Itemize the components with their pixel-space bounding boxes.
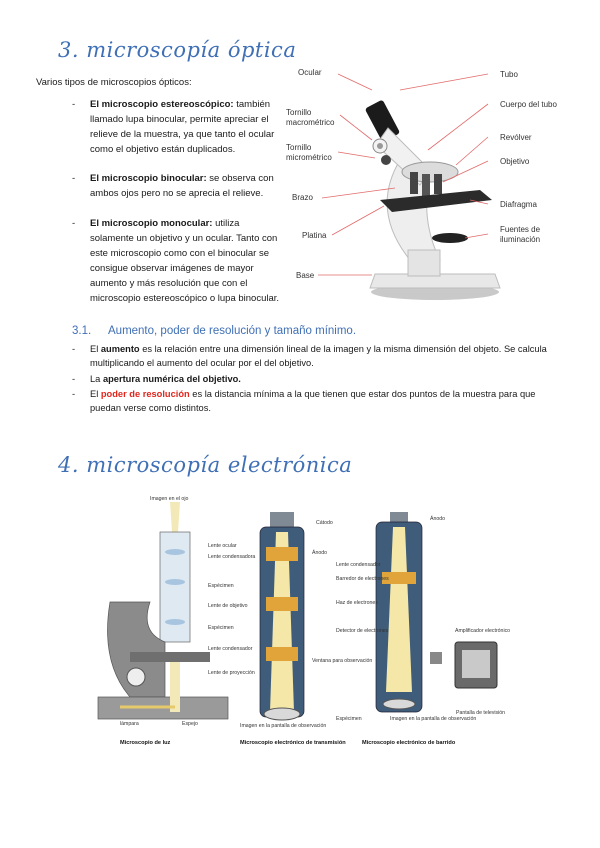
section-4-title: 4. microscopía electrónica: [58, 453, 353, 477]
light-source: [432, 233, 468, 243]
label-base: Base: [296, 271, 315, 280]
label-line: Tornillo: [286, 108, 312, 117]
label-especimen-sem: Espécimen: [336, 716, 362, 722]
section-3-intro: Varios tipos de microscopios ópticos:: [36, 77, 192, 88]
list-item-highlight: poder de resolución: [100, 389, 190, 399]
label-fuentes: [500, 225, 541, 244]
subsection-title: [72, 325, 356, 337]
subsection-list: - El aumento es la relación entre una dimensión lineal de la imagen y la misma dimensión del objeto. Se calcula multiplicando el aumento del ocular por el del objetivo. - La apertura numérica del objetivo. - El poder de resolución es la distancia mínima a la que tienen que estar dos puntos de la muestra para que puedan verse como distintos.: [72, 344, 547, 413]
list-item-text: es la distancia mínima a la que tienen que estar dos puntos de la muestra para que puedan verse como distintos.: [90, 389, 536, 413]
label-lente-condensador-sem: Lente condensador: [336, 562, 381, 568]
list-item-bold: El microscopio monocular:: [90, 218, 213, 229]
label-imagen-tem: Imagen en la pantalla de observación: [240, 723, 327, 729]
list-item-bold: El microscopio binocular:: [90, 173, 207, 184]
list-item-pre: La: [90, 374, 103, 384]
list-item-bold: aumento: [100, 344, 140, 354]
label-tubo: Tubo: [500, 70, 518, 79]
label-ocular: Ocular: [298, 68, 322, 77]
caption-light: Microscopio de luz: [120, 740, 171, 746]
label-lente-condensadora: Lente condensadora: [208, 554, 256, 560]
list-item-bold: El microscopio estereoscópico:: [90, 99, 234, 110]
label-ventana: Ventana para observación: [312, 658, 373, 664]
label-especimen-2: Espécimen: [208, 625, 234, 631]
list-item-bold: apertura numérica del objetivo.: [102, 374, 241, 384]
subsection-title-text: Aumento, poder de resolución y tamaño mínimo.: [108, 325, 357, 337]
label-lente-condensador: Lente condensador: [208, 646, 253, 652]
label-revolver: Revólver: [500, 133, 532, 142]
label-line: micrométrico: [286, 153, 332, 162]
label-espejo: Espejo: [182, 721, 198, 727]
microscope-types-list: - El microscopio estereoscópico: también llamado lupa binocular, permite apreciar el relieve de la muestra, ya que tanto el ocular como el objetivo están duplicados. - El microscopio binocular: se observa con ambos ojos pero no se aprecia el relieve. - El microscopio monocular: utiliza solamente un objetivo y un ocular. Tanto con este microscopio como con el binocular se consigue observar imágenes de mayor aumento y más resolución que con el microscopio estereoscópico o lupa binocular.: [72, 99, 280, 304]
list-item-pre: El: [90, 344, 101, 354]
label-catodo: Cátodo: [316, 520, 333, 526]
label-platina: Platina: [302, 231, 327, 240]
label-haz: Haz de electrones: [336, 600, 378, 606]
label-brazo: Brazo: [292, 193, 313, 202]
label-imagen-sem: Imagen en la pantalla de observación: [390, 716, 477, 722]
section-3-title: 3. microscopía óptica: [58, 38, 297, 62]
label-line: macrométrico: [286, 118, 335, 127]
label-lente-proyeccion: Lente de proyección: [208, 670, 255, 676]
list-item-pre: El: [90, 389, 101, 399]
label-detector: Detector de electrones: [336, 628, 389, 634]
label-diafragma: Diafragma: [500, 200, 537, 209]
label-tornillo-macro: [286, 108, 335, 127]
label-lampara: lámpara: [120, 721, 139, 727]
label-line: Fuentes de: [500, 225, 541, 234]
label-imagen-ojo: Imagen en el ojo: [150, 496, 189, 502]
optical-microscope-diagram: [280, 60, 580, 310]
subsection-number: 3.1.: [72, 325, 92, 337]
label-tornillo-micro: [286, 143, 332, 162]
label-especimen: Espécimen: [208, 583, 234, 589]
label-line: Tornillo: [286, 143, 312, 152]
label-amplificador: Amplificador electrónico: [455, 628, 510, 634]
tem-column: [260, 512, 304, 720]
label-barredor: Barredor de electrones: [336, 576, 389, 582]
label-line: iluminación: [500, 235, 541, 244]
list-item-text: se observa con ambos ojos pero no se aprecia el relieve.: [90, 173, 274, 199]
microscope-comparison-diagram: [90, 492, 510, 760]
list-item-text: también llamado lupa binocular, permite apreciar el relieve de la muestra, ya que tanto el ocular como el objetivo están duplicados.: [90, 99, 275, 155]
label-objetivo: Objetivo: [500, 157, 530, 166]
caption-sem: Microscopio electrónico de barrido: [362, 740, 456, 746]
list-item-text: utiliza solamente un objetivo y un ocular. Tanto con este microscopio como con el binocular se consigue observar imágenes de mayor aumento y más resolución que con el microscopio estereoscópico o lupa binocular.: [90, 218, 280, 304]
label-anodo-tem: Ánodo: [312, 550, 328, 556]
label-lente-objetivo: Lente de objetivo: [208, 603, 248, 609]
light-microscope: [98, 502, 228, 719]
fine-knob: [381, 155, 391, 165]
label-cuerpo: Cuerpo del tubo: [500, 100, 557, 109]
caption-tem: Microscopio electrónico de transmisión: [240, 740, 346, 746]
label-lente-ocular: Lente ocular: [208, 543, 237, 549]
label-anodo-sem: Ánodo: [430, 516, 446, 522]
sem-column: [376, 512, 497, 712]
list-item-text: es la relación entre una dimensión lineal de la imagen y la misma dimensión del objeto. Se calcula multiplicando el aumento del ocular por el del objetivo.: [90, 344, 547, 368]
label-pantalla: Pantalla de televisión: [456, 710, 506, 716]
